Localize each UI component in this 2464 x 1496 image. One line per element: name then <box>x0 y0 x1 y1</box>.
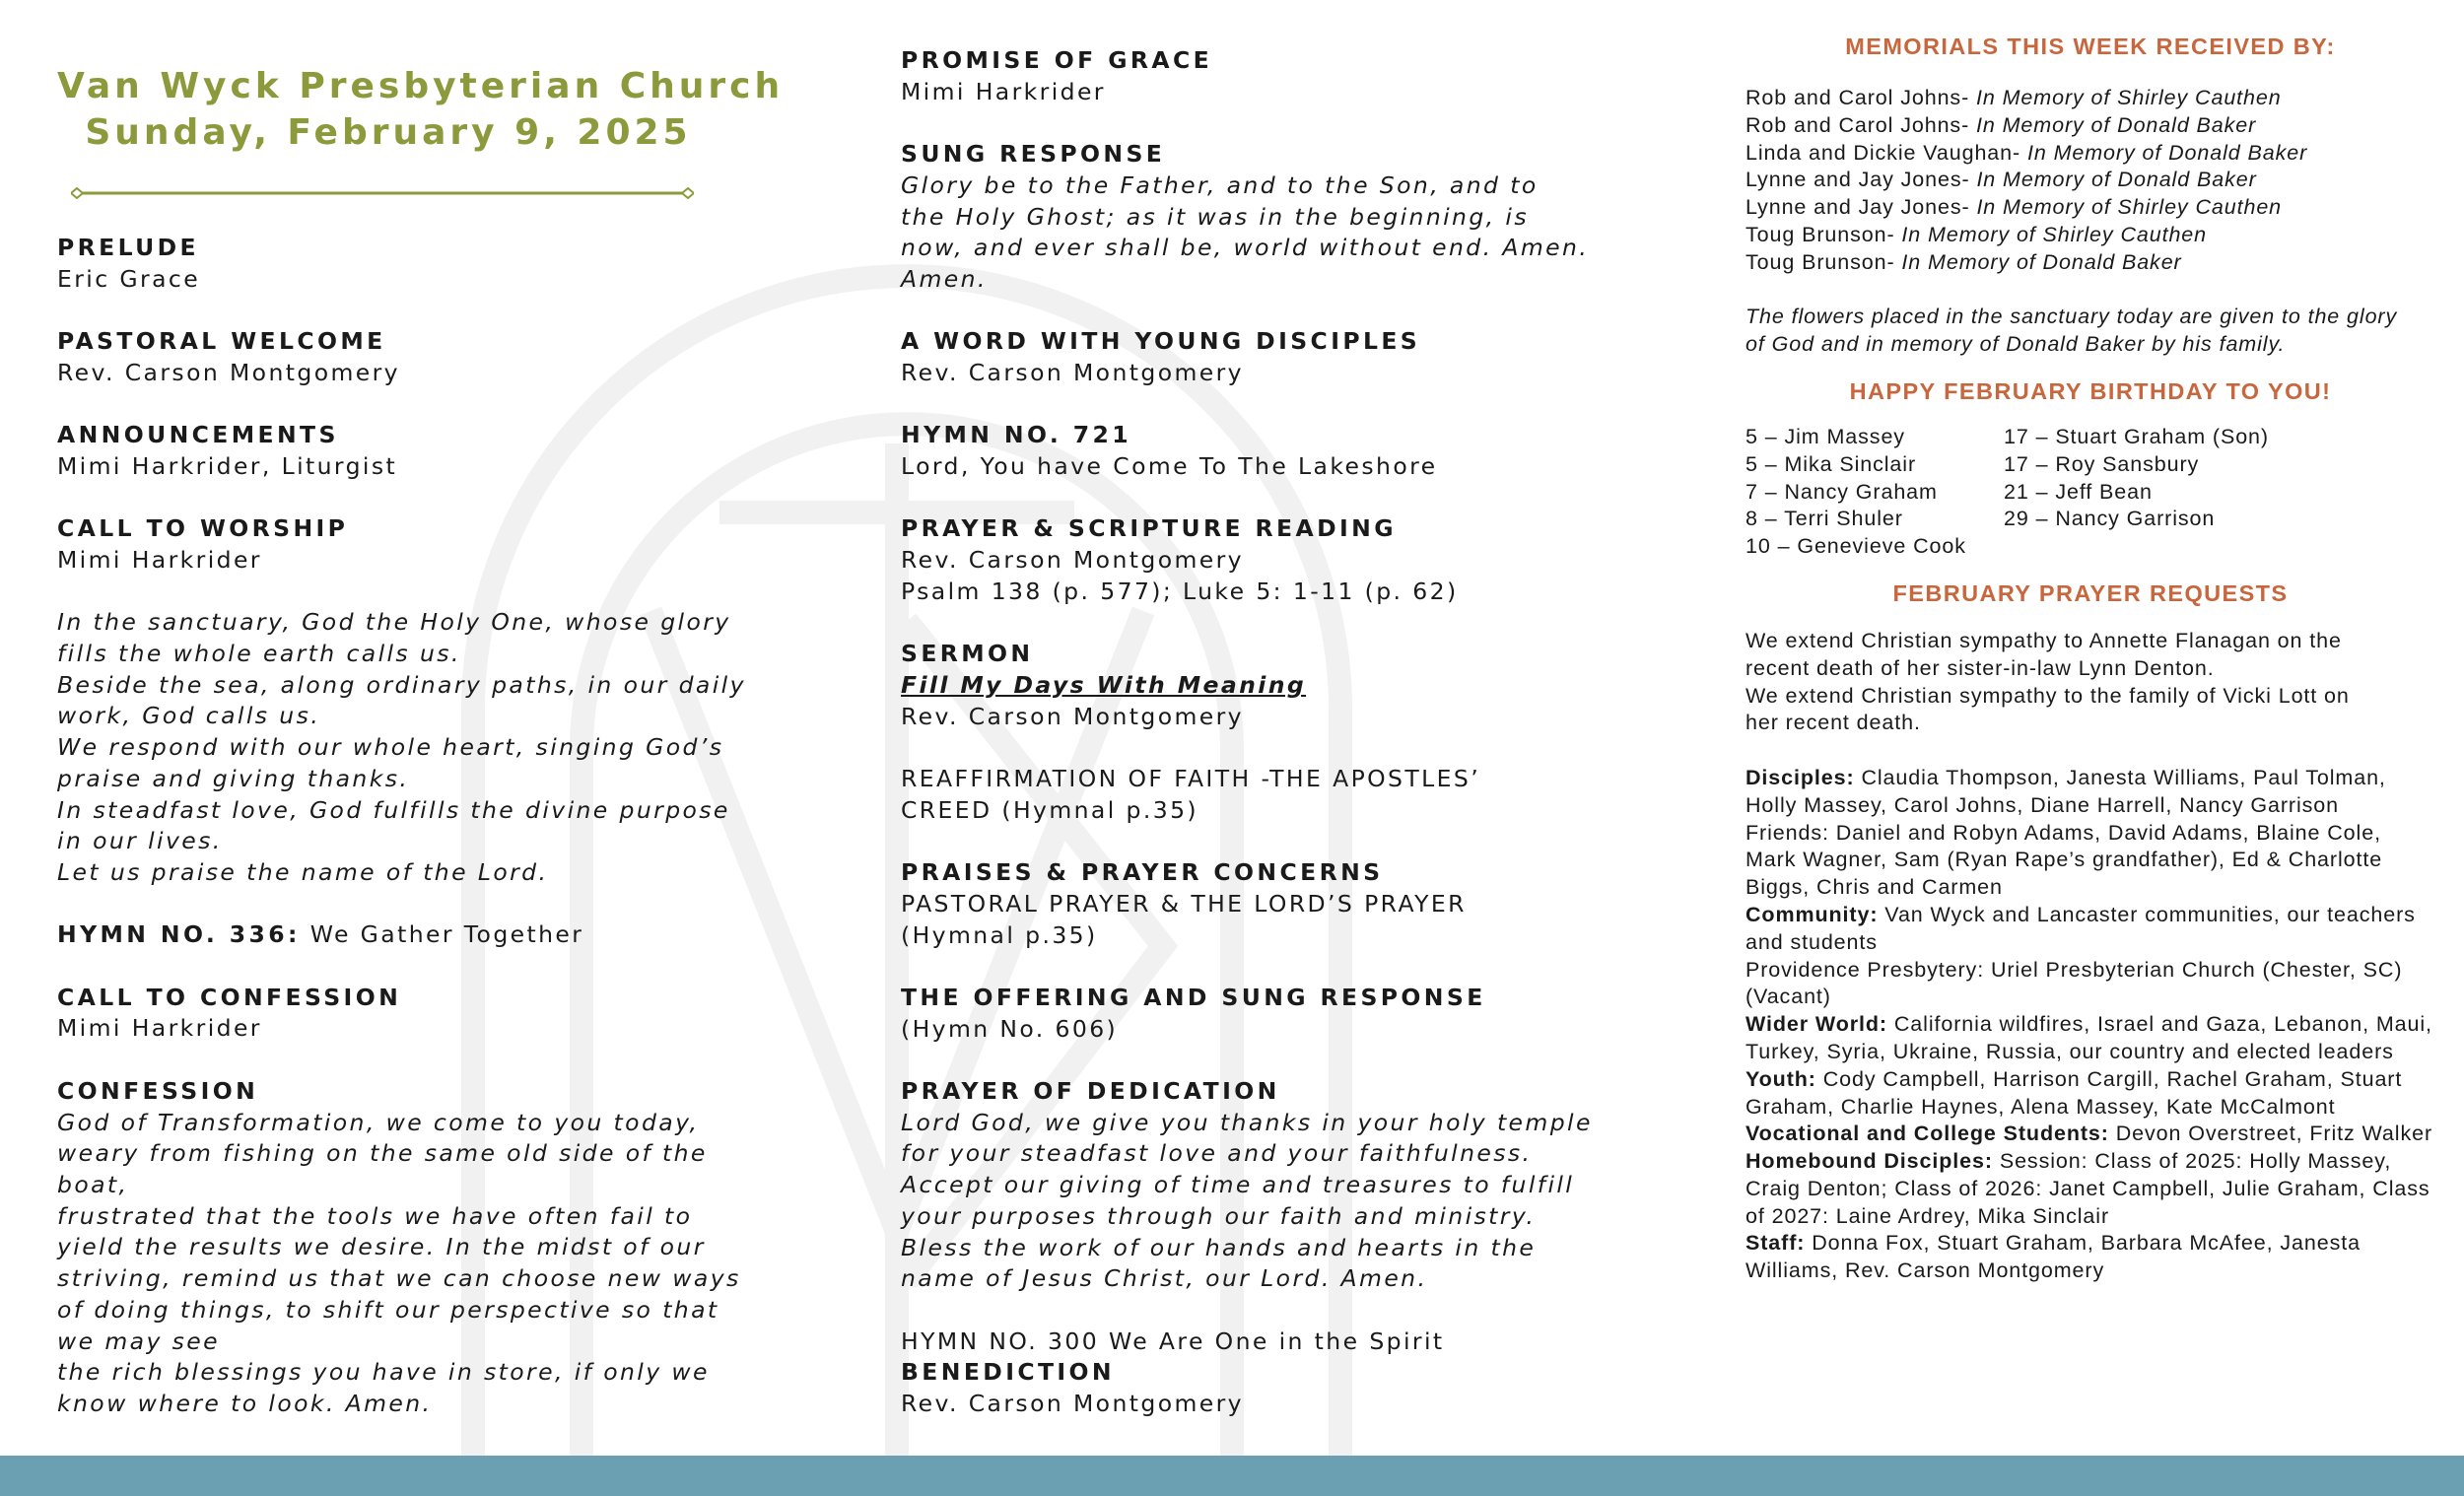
memorial-donor: Linda and Dickie Vaughan- <box>1745 140 2027 165</box>
birthday-item: 29 – Nancy Garrison <box>2004 507 2216 531</box>
prayer-requests-heading: FEBRUARY PRAYER REQUESTS <box>1892 579 2289 606</box>
birthday-item: 10 – Genevieve Cook <box>1745 534 1966 559</box>
sung-line: Glory be to the Father, and to the Son, and to <box>901 170 1539 199</box>
memorial-name: In Memory of Donald Baker <box>1976 112 2257 137</box>
confession-line: we may see <box>57 1326 220 1355</box>
prayer-request <box>1745 1230 2435 1285</box>
title-divider <box>71 187 694 199</box>
birthday-item: 5 – Mika Sinclair <box>1745 451 1917 476</box>
request-text: Friends: Daniel and Robyn Adams, David Adams, Blaine Cole, Mark Wagner, Sam (Ryan Rape’s grandfather), Ed & Charlotte Biggs, Chris and Carmen <box>1745 820 2383 900</box>
memorial-item <box>1745 112 2435 140</box>
call-line: in our lives. <box>57 827 223 855</box>
prayer-requests-list <box>1745 765 2435 1285</box>
sympathy-line: We extend Christian sympathy to the family of Vicki Lott on <box>1745 683 2350 708</box>
creed-line: REAFFIRMATION OF FAITH -THE APOSTLES’ <box>901 765 1481 793</box>
memorial-donor: Lynne and Jay Jones- <box>1745 168 1977 192</box>
request-label: Youth: <box>1745 1066 1816 1091</box>
request-label: Disciples: <box>1745 765 1855 789</box>
sermon-preacher: Rev. Carson Montgomery <box>901 702 1244 730</box>
prayer-scripture-heading: PRAYER & SCRIPTURE READING <box>901 514 1397 543</box>
confession-line: know where to look. Amen. <box>57 1389 433 1417</box>
birthday-item: 17 – Stuart Graham (Son) <box>2004 424 2269 448</box>
confession-heading: CONFESSION <box>57 1076 259 1105</box>
birthday-item: 21 – Jeff Bean <box>2004 479 2153 504</box>
announcements-name: Mimi Harkrider, Liturgist <box>57 451 398 480</box>
praises-heading: PRAISES & PRAYER CONCERNS <box>901 858 1384 887</box>
hymn-300: HYMN NO. 300 We Are One in the Spirit <box>901 1326 1445 1355</box>
sympathy-line: her recent death. <box>1745 711 1921 735</box>
call-to-confession-heading: CALL TO CONFESSION <box>57 983 402 1011</box>
dedication-line: Accept our giving of time and treasures to fulfill <box>901 1171 1575 1199</box>
call-to-worship-heading: CALL TO WORSHIP <box>57 514 349 543</box>
sung-line: now, and ever shall be, world without end. Amen. <box>901 234 1590 262</box>
pastoral-prayer-hymnal: (Hymnal p.35) <box>901 920 1098 949</box>
birthday-heading: HAPPY FEBRUARY BIRTHDAY TO YOU! <box>1849 377 2332 404</box>
young-disciples-heading: A WORD WITH YOUNG DISCIPLES <box>901 327 1421 356</box>
memorial-name: In Memory of Donald Baker <box>1901 249 2182 274</box>
dedication-line: for your steadfast love and your faithfulness. <box>901 1139 1533 1168</box>
dedication-line: your purposes through our faith and ministry. <box>901 1201 1537 1230</box>
announcements-heading: ANNOUNCEMENTS <box>57 421 339 449</box>
order-of-worship-column-1 <box>57 233 767 1420</box>
request-text: Donna Fox, Stuart Graham, Barbara McAfee, Janesta Williams, Rev. Carson Montgomery <box>1745 1231 2361 1283</box>
birthday-item: 5 – Jim Massey <box>1745 424 1905 448</box>
confession-line: weary from fishing on the same old side of the <box>57 1139 708 1168</box>
promise-heading: PROMISE OF GRACE <box>901 46 1213 74</box>
birthday-list <box>1745 424 2435 561</box>
call-line: Beside the sea, along ordinary paths, in our daily <box>57 670 746 699</box>
prayer-request <box>1745 1066 2435 1122</box>
request-label: Wider World: <box>1745 1012 1887 1037</box>
young-disciples-name: Rev. Carson Montgomery <box>901 359 1244 386</box>
call-line: Let us praise the name of the Lord. <box>57 858 549 886</box>
call-line: fills the whole earth calls us. <box>57 640 461 668</box>
memorial-name: In Memory of Shirley Cauthen <box>1976 195 2283 220</box>
memorial-donor: Rob and Carol Johns- <box>1745 112 1977 137</box>
sympathy-line: recent death of her sister-in-law Lynn Denton. <box>1745 655 2215 680</box>
call-to-worship-name: Mimi Harkrider <box>57 545 262 574</box>
prayer-request <box>1745 1148 2435 1230</box>
request-text: Providence Presbytery: Uriel Presbyterian Church (Chester, SC) (Vacant) <box>1745 957 2403 1009</box>
offering-heading: THE OFFERING AND SUNG RESPONSE <box>901 983 1486 1011</box>
confession-line: frustrated that the tools we have often fail to <box>57 1201 693 1230</box>
memorial-name: In Memory of Shirley Cauthen <box>1976 86 2282 109</box>
memorial-name: In Memory of Donald Baker <box>1976 168 2257 192</box>
birthday-item: 8 – Terri Shuler <box>1745 507 1903 531</box>
announcements-column <box>1745 30 2435 1285</box>
memorial-donor: Toug Brunson- <box>1745 222 1902 246</box>
request-label: Community: <box>1745 902 1879 926</box>
request-label: Staff: <box>1745 1231 1806 1256</box>
memorial-item <box>1745 167 2435 194</box>
benediction-name: Rev. Carson Montgomery <box>901 1390 1244 1418</box>
memorial-donor: Toug Brunson- <box>1745 249 1902 274</box>
memorial-donor: Rob and Carol Johns- <box>1745 86 1977 109</box>
sung-response-heading: SUNG RESPONSE <box>901 140 1166 169</box>
bulletin-header <box>57 63 785 156</box>
footer-bar <box>0 1456 2464 1496</box>
memorial-item <box>1745 140 2435 168</box>
order-of-worship-column-2 <box>901 45 1630 1420</box>
confession-line: boat, <box>57 1170 129 1198</box>
prayer-request <box>1745 820 2435 902</box>
dedication-heading: PRAYER OF DEDICATION <box>901 1077 1280 1106</box>
confession-line: striving, remind us that we can choose new ways <box>57 1264 741 1293</box>
hymn-336-title: We Gather Together <box>309 920 584 949</box>
request-label: Homebound Disciples: <box>1745 1149 1993 1174</box>
hymn-721-heading: HYMN NO. 721 <box>901 421 1132 449</box>
hymn-721-title: Lord, You have Come To The Lakeshore <box>901 452 1438 481</box>
confession-line: of doing things, to shift our perspective so that <box>57 1295 719 1324</box>
request-text: Session: Class of 2025: Holly Massey, Craig Denton; Class of 2026: Janet Campbell, Julie Graham, Class of 2027: Laine Ardrey, Mika Sinclair <box>1745 1149 2430 1228</box>
birthday-item: 7 – Nancy Graham <box>1745 479 1938 504</box>
confession-text <box>57 1108 767 1420</box>
sermon-heading: SERMON <box>901 640 1034 668</box>
confession-line: yield the results we desire. In the midst of our <box>57 1233 706 1261</box>
memorial-item <box>1745 222 2435 249</box>
sung-line: the Holy Ghost; as it was in the beginning, is <box>901 202 1529 231</box>
prayer-request <box>1745 902 2435 957</box>
call-line: work, God calls us. <box>57 702 321 730</box>
welcome-heading: PASTORAL WELCOME <box>57 327 386 356</box>
call-to-worship-text <box>57 607 767 888</box>
confession-line: the rich blessings you have in store, if only we <box>57 1358 710 1387</box>
offering-hymn: (Hymn No. 606) <box>901 1014 1119 1043</box>
request-text: Devon Overstreet, Fritz Walker <box>2108 1122 2433 1146</box>
memorial-item <box>1745 249 2435 277</box>
creed-line: CREED (Hymnal p.35) <box>901 795 1198 824</box>
memorial-donor: Lynne and Jay Jones- <box>1745 195 1977 220</box>
welcome-name: Rev. Carson Montgomery <box>57 358 400 386</box>
flowers-line: of God and in memory of Donald Baker by his family. <box>1745 332 2286 357</box>
sympathy-line: We extend Christian sympathy to Annette Flanagan on the <box>1745 628 2342 652</box>
sermon-title: Fill My Days With Meaning <box>901 670 1307 699</box>
call-line: In the sanctuary, God the Holy One, whose glory <box>57 608 731 637</box>
prelude-name: Eric Grace <box>57 264 201 293</box>
dedication-line: name of Jesus Christ, our Lord. Amen. <box>901 1264 1428 1293</box>
sung-line: Amen. <box>901 264 988 293</box>
confession-line: God of Transformation, we come to you today, <box>57 1108 700 1136</box>
call-line: praise and giving thanks. <box>57 764 410 792</box>
request-text: Cody Campbell, Harrison Cargill, Rachel Graham, Stuart Graham, Charlie Haynes, Alena Massey, Kate McCalmont <box>1745 1066 2403 1119</box>
request-label: Vocational and College Students: <box>1745 1122 2109 1146</box>
request-text: California wildfires, Israel and Gaza, Lebanon, Maui, Turkey, Syria, Ukraine, Russia, our country and elected leaders <box>1745 1012 2432 1063</box>
service-date: Sunday, February 9, 2025 <box>85 112 692 153</box>
prayer-request <box>1745 1121 2435 1148</box>
birthday-item: 17 – Roy Sansbury <box>2004 451 2200 476</box>
promise-name: Mimi Harkrider <box>901 77 1106 105</box>
request-text: Van Wyck and Lancaster communities, our teachers and students <box>1745 902 2416 954</box>
dedication-line: Lord God, we give you thanks in your holy temple <box>901 1108 1593 1136</box>
scripture-passages: Psalm 138 (p. 577); Luke 5: 1-11 (p. 62) <box>901 577 1459 605</box>
prelude-heading: PRELUDE <box>57 234 199 261</box>
pastoral-prayer-line: PASTORAL PRAYER & THE LORD’S PRAYER <box>901 889 1467 918</box>
dedication-line: Bless the work of our hands and hearts in the <box>901 1233 1537 1261</box>
hymn-336-heading: HYMN NO. 336: <box>57 920 301 949</box>
call-to-confession-name: Mimi Harkrider <box>57 1014 262 1043</box>
hymn-336 <box>57 919 767 951</box>
memorials-list <box>1745 85 2435 277</box>
church-name: Van Wyck Presbyterian Church <box>57 66 785 106</box>
call-line: In steadfast love, God fulfills the divine purpose <box>57 795 730 824</box>
memorials-heading: MEMORIALS THIS WEEK RECEIVED BY: <box>1845 34 2336 59</box>
memorial-name: In Memory of Shirley Cauthen <box>1901 222 2208 246</box>
memorial-item <box>1745 85 2435 112</box>
call-line: We respond with our whole heart, singing God’s <box>57 733 724 762</box>
memorial-item <box>1745 194 2435 222</box>
request-text: Claudia Thompson, Janesta Williams, Paul Tolman, Holly Massey, Carol Johns, Diane Harrell, Nancy Garrison <box>1745 765 2386 817</box>
prayer-request <box>1745 765 2435 820</box>
prayer-request <box>1745 1011 2435 1066</box>
benediction-heading: BENEDICTION <box>901 1358 1116 1387</box>
prayer-request <box>1745 957 2435 1012</box>
prayer-scripture-name: Rev. Carson Montgomery <box>901 546 1244 575</box>
memorial-name: In Memory of Donald Baker <box>2026 140 2308 165</box>
flowers-line: The flowers placed in the sanctuary today are given to the glory <box>1745 305 2398 329</box>
